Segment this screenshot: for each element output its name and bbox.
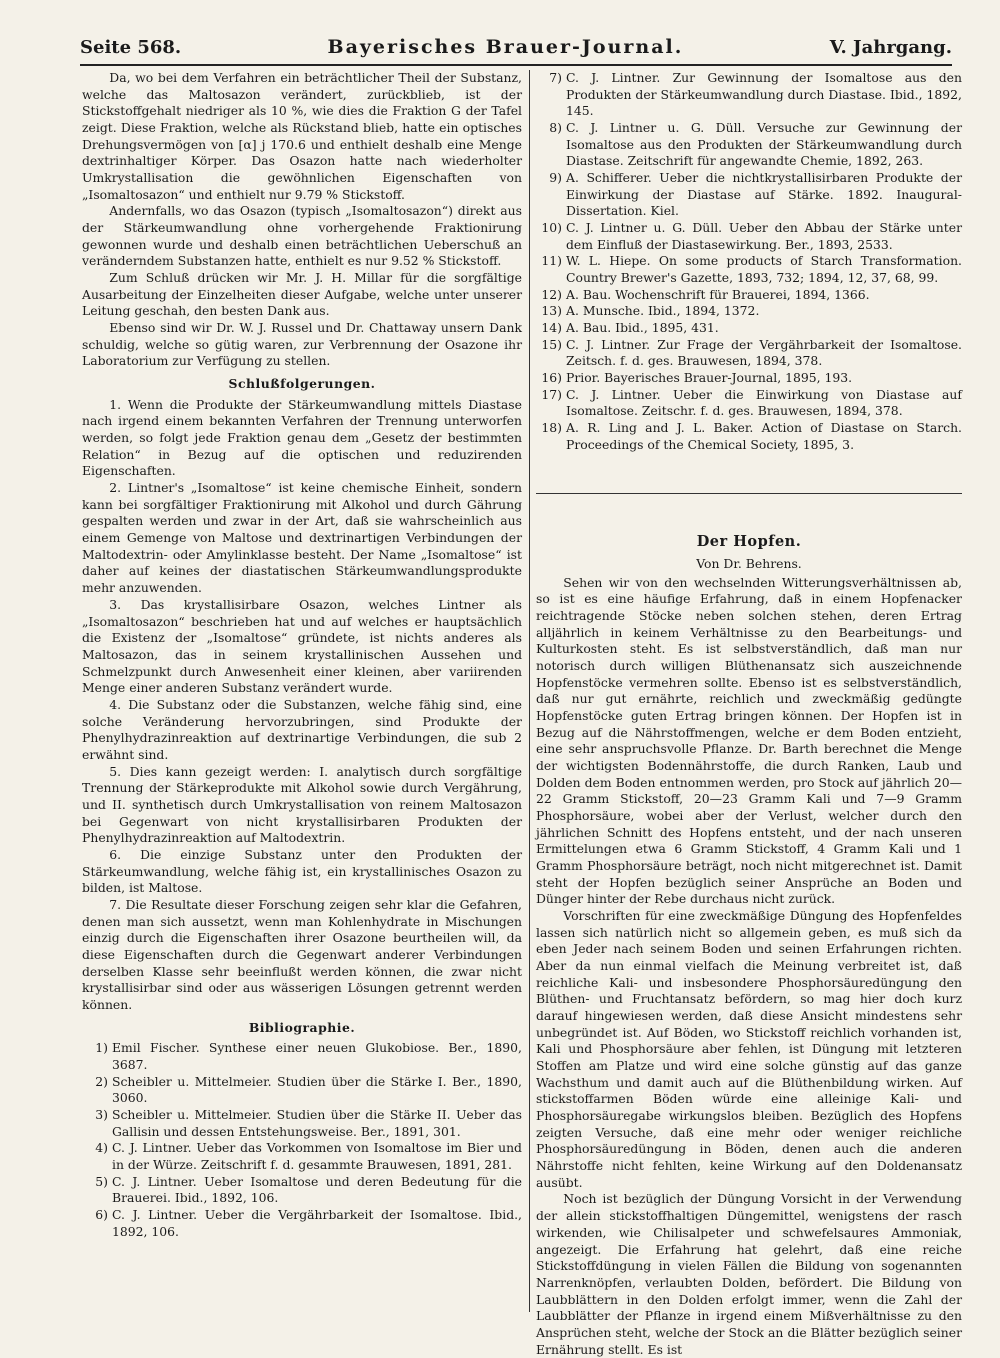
entry-number: 4) (95, 1140, 108, 1156)
bibliography-entry (82, 1140, 522, 1173)
volume-label: V. Jahrgang. (829, 36, 952, 58)
entry-text: A. R. Ling and J. L. Baker. Action of Diastase on Starch. Proceedings of the Chemical Society, 1895, 3. (566, 420, 962, 452)
entry-text: C. J. Lintner. Ueber Isomaltose und deren Bedeutung für die Brauerei. Ibid., 1892, 106. (112, 1173, 522, 1206)
page-number: Seite 568. (80, 36, 182, 58)
entry-number: 11) (541, 253, 562, 269)
bibliography-entry (536, 220, 962, 253)
conclusion-item: 4. Die Substanz oder die Substanzen, welche fähig sind, eine solche Veränderung hervorzubringen, sind Produkte der Phenylhydrazinreaktion auf dextrinartige Verbindungen, die sub 2 erwähnt sind. (82, 696, 522, 762)
bibliography-entry (82, 1174, 522, 1207)
entry-number: 3) (95, 1106, 108, 1122)
paragraph: Sehen wir von den wechselnden Witterungsverhältnissen ab, so ist es eine häufige Erfahrung, daß in einem Hopfenacker reichtragende Stöcke neben solchen stehen, deren Ertrag alljährlich in keinem Verhältnisse zu den Bearbeitungs- und Kulturkosten steht. Es ist selbstverständlich, daß man nur notorisch durch willigen Blüthenansatz sich auszeichnende Hopfenstöcke vermehren sollte. Ebenso ist es selbstverständlich, daß nur gut ernährte, reichlich und zweckmäßig gedüngte Hopfenstöcke guten Ertrag bringen können. Der Hopfen ist in Bezug auf die Nährstoffmengen, welche er dem Boden entzieht, eine sehr anspruchsvolle Pflanze. Dr. Barth berechnet die Menge der wichtigsten Bodennährstoffe, die durch Ranken, Laub und Dolden dem Boden entnommen werden, pro Stock auf jährlich 20—22 Gramm Stickstoff, 20—23 Gramm Kali und 7—9 Gramm Phosphorsäure, wobei aber der Verlust, welcher durch den jährlichen Schnitt des Hopfens entsteht, und der nach unseren Ermittelungen etwa 6 Gramm Stickstoff, 4 Gramm Kali und 1 Gramm Phosphorsäure beträgt, noch nicht mitgerechnet ist. Damit steht der Hopfen bezüglich seiner Ansprüche an Boden und Dünger hinter der Rebe durchaus nicht zurück. (536, 574, 962, 907)
entry-text: C. J. Lintner u. G. Düll. Versuche zur Gewinnung der Isomaltose aus den Produkten der Stärkeumwandlung durch Diastase. Zeitschrift für angewandte Chemie, 1892, 263. (566, 120, 962, 169)
paragraph: Andernfalls, wo das Osazon (typisch „Isomaltosazon“) direkt aus der Stärkeumwandlung ohne vorhergehende Fraktionirung gewonnen wurde und deshalb einen beträchtlichen Ueberschuß an veränderndem Substanzen hatte, enthielt es nur 9.52 % Stickstoff. (82, 203, 522, 269)
bibliography-entry (536, 370, 962, 387)
entry-text: Scheibler u. Mittelmeier. Studien über die Stärke II. Ueber das Gallisin und dessen Entstehungsweise. Ber., 1891, 301. (112, 1106, 522, 1139)
entry-number: 13) (541, 303, 562, 319)
conclusion-item: 3. Das krystallisirbare Osazon, welches Lintner als „Isomaltosazon“ beschrieben hat und auf welches er hauptsächlich die Existenz der „Isomaltose“ gründete, ist nichts anderes als Maltosazon, das in seinem krystallinischen Aussehen und Schmelzpunkt durch Anwesenheit einer kleinen, aber variirenden Menge einer anderen Substanz verändert wurde. (82, 596, 522, 696)
bibliography-entry (82, 1074, 522, 1107)
entry-text: W. L. Hiepe. On some products of Starch Transformation. Country Brewer's Gazette, 1893, 732; 1894, 12, 37, 68, 99. (566, 253, 962, 286)
conclusion-item: 1. Wenn die Produkte der Stärkeumwandlung mittels Diastase nach irgend einem bekannten Verfahren der Trennung unterworfen werden, so folgt jede Fraktion genau dem „Gesetz der bestimmten Relation“ in Bezug auf die optischen und reduzirenden Eigenschaften. (82, 396, 522, 479)
bibliography-entry (536, 387, 962, 420)
conclusion-item: 2. Lintner's „Isomaltose“ ist keine chemische Einheit, sondern kann bei sorgfältiger Fraktionirung mit Alkohol und durch Gährung gespalten werden und zwar in der Art, daß sie wahrscheinlich aus einem Gemenge von Maltose und dextrinartigen Verbindungen der Maltodextrin- oder Amylinklasse besteht. Der Name „Isomaltose“ ist daher auf keines der diastatischen Stärkeumwandlungsprodukte mehr anzuwenden. (82, 480, 522, 596)
bibliography-entry (536, 320, 962, 337)
paragraph: Zum Schluß drücken wir Mr. J. H. Millar für die sorgfältige Ausarbeitung der Einzelheiten dieser Aufgabe, welche unter unserer Leitung geschah, den besten Dank aus. (82, 270, 522, 319)
left-column (82, 70, 522, 1240)
entry-number: 16) (541, 370, 562, 386)
bibliography-heading: Bibliographie. (248, 1019, 356, 1035)
bibliography-entry (82, 1107, 522, 1140)
entry-text: A. Munsche. Ibid., 1894, 1372. (566, 303, 760, 319)
conclusion-item: 7. Die Resultate dieser Forschung zeigen sehr klar die Gefahren, denen man sich aussetzt, wenn man Kohlenhydrate in Mischungen einzig durch die Eigenschaften ihrer Osazone beurtheilen will, da diese Eigenschaften durch die Gegenwart anderer Verbindungen derselben Klasse sehr beeinflußt werden können, die zwar nicht krystallisirbar sind oder aus wässerigen Lösungen getrennt werden können. (82, 896, 522, 1012)
bibliography-entry (536, 337, 962, 370)
entry-number: 18) (541, 420, 562, 436)
entry-text: C. J. Lintner u. G. Düll. Ueber den Abbau der Stärke unter dem Einfluß der Diastasewirkung. Ber., 1893, 2533. (566, 220, 962, 252)
entry-text: C. J. Lintner. Zur Gewinnung der Isomaltose aus den Produkten der Stärkeumwandlung durch Diastase. Ibid., 1892, 145. (566, 70, 962, 119)
conclusion-item: 6. Die einzige Substanz unter den Produkten der Stärkeumwandlung, welche fähig ist, ein krystallinisches Osazon zu bilden, ist Maltose. (82, 846, 522, 896)
right-column (536, 70, 962, 1358)
bibliography-entry (536, 120, 962, 170)
header-rule (80, 64, 952, 66)
entry-text: C. J. Lintner. Ueber das Vorkommen von Isomaltose im Bier und in der Würze. Zeitschrift f. d. gesammte Brauwesen, 1891, 281. (112, 1140, 522, 1172)
bibliography-entry (536, 287, 962, 304)
bibliography-entry (536, 70, 962, 120)
journal-title: Bayerisches Brauer-Journal. (327, 36, 684, 58)
entry-text: C. J. Lintner. Zur Frage der Vergährbarkeit der Isomaltose. Zeitsch. f. d. ges. Brauwesen, 1894, 378. (566, 336, 962, 369)
entry-text: C. J. Lintner. Ueber die Vergährbarkeit der Isomaltose. Ibid., 1892, 106. (112, 1207, 522, 1239)
section-separator (536, 493, 962, 494)
entry-number: 5) (95, 1173, 108, 1189)
entry-text: Emil Fischer. Synthese einer neuen Glukobiose. Ber., 1890, 3687. (112, 1040, 522, 1072)
bibliography-entry (82, 1040, 522, 1073)
entry-text: A. Bau. Wochenschrift für Brauerei, 1894, 1366. (566, 286, 870, 302)
entry-text: A. Schifferer. Ueber die nichtkrystallisirbaren Produkte der Einwirkung der Diastase auf Stärke. 1892. Inaugural-Dissertation. Kiel. (566, 170, 962, 219)
entry-number: 9) (549, 170, 562, 186)
entry-number: 12) (541, 286, 562, 302)
entry-number: 1) (95, 1040, 108, 1056)
entry-number: 8) (549, 120, 562, 136)
entry-text: Scheibler u. Mittelmeier. Studien über die Stärke I. Ber., 1890, 3060. (112, 1073, 522, 1106)
paragraph: Noch ist bezüglich der Düngung Vorsicht in der Verwendung der allein stickstoffhaltigen Düngemittel, wenigstens der rasch wirkenden, wie Chilisalpeter und schwefelsaures Ammoniak, angezeigt. Die Erfahrung hat gelehrt, daß eine reiche Stickstoffdüngung in vielen Fällen die Bildung von sogenannten Narrenknöpfen, verlaubten Dolden, befördert. Die Bildung von Laubblättern in den Dolden erfolgt immer, wenn die Zahl der Laubblätter der Pflanze in irgend einem Mißverhältnisse zu den Ansprüchen steht, welche der Stock an die Blätter bezüglich seiner Ernährung stellt. Es ist (536, 1191, 962, 1357)
entry-number: 14) (541, 320, 562, 336)
paragraph: Da, wo bei dem Verfahren ein beträchtlicher Theil der Substanz, welche das Maltosazon verändert, zurückblieb, ist der Stickstoffgehalt niedriger als 10 %, wie dies die Fraktion G der Tafel zeigt. Diese Fraktion, welche als Rückstand blieb, hatte ein optisches Drehungsvermögen von [α] j 170.6 und enthielt deshalb eine Menge dextrinhaltiger Körper. Das Osazon hatte nach wiederholter Umkrystallisation die gewöhnlichen Eigenschaften von „Isomaltosazon“ und enthielt nur 9.79 % Stickstoff. (82, 70, 522, 202)
entry-text: A. Bau. Ibid., 1895, 431. (566, 320, 719, 336)
article-byline: Von Dr. Behrens. (696, 555, 802, 571)
conclusion-item: 5. Dies kann gezeigt werden: I. analytisch durch sorgfältige Trennung der Stärkeprodukte mit Alkohol sowie durch Vergährung, und II. synthetisch durch Umkrystallisation von reinem Maltosazon bei Gegenwart von nicht krystallisirbaren Produkten der Phenylhydrazinreaktion auf Maltodextrin. (82, 763, 522, 846)
entry-number: 10) (541, 220, 562, 236)
conclusions-heading: Schlußfolgerungen. (228, 376, 376, 392)
paragraph: Ebenso sind wir Dr. W. J. Russel und Dr. Chattaway unsern Dank schuldig, welche so gütig waren, zur Verbrennung der Osazone ihr Laboratorium zur Verfügung zu stellen. (82, 320, 522, 369)
entry-number: 2) (95, 1073, 108, 1089)
column-divider (529, 70, 530, 1312)
article-title: Der Hopfen. (696, 533, 802, 551)
page-header (80, 30, 952, 64)
bibliography-entry (536, 170, 962, 220)
entry-text: C. J. Lintner. Ueber die Einwirkung von Diastase auf Isomaltose. Zeitschr. f. d. ges. Brauwesen, 1894, 378. (566, 386, 962, 419)
entry-text: Prior. Bayerisches Brauer-Journal, 1895, 193. (566, 370, 853, 386)
bibliography-entry (536, 253, 962, 286)
bibliography-entry (536, 303, 962, 320)
entry-number: 17) (541, 386, 562, 402)
entry-number: 6) (95, 1207, 108, 1223)
paragraph: Vorschriften für eine zweckmäßige Düngung des Hopfenfeldes lassen sich natürlich nicht so allgemein geben, es muß sich da eben Jeder nach seinem Boden und seinen Erfahrungen richten. Aber da nun einmal vielfach die Meinung verbreitet ist, daß reichliche Kali- und insbesondere Phosphorsäuredüngung den Blüthen- und Fruchtansatz befördern, so mag hier doch kurz darauf hingewiesen werden, daß diese Ansicht mindestens sehr unbegründet ist. Auf Böden, wo Stickstoff reichlich vorhanden ist, Kali und Phosphorsäure aber fehlen, ist Düngung mit letzteren Stoffen am Platze und wird eine solche günstig auf das ganze Wachsthum und damit auch auf die Blüthenbildung wirken. Auf stickstoffarmen Böden würde eine alleinige Kali- und Phosphorsäuregabe wirkungslos bleiben. Bezüglich des Hopfens zeigten Versuche, daß eine mehr oder weniger reichliche Phosphorsäuredüngung in Böden, denen auch die anderen Nährstoffe nicht fehlten, keine Wirkung auf den Doldenansatz ausübt. (536, 908, 962, 1190)
entry-number: 7) (549, 70, 562, 85)
bibliography-entry (82, 1207, 522, 1240)
entry-number: 15) (541, 336, 562, 352)
bibliography-entry (536, 420, 962, 453)
